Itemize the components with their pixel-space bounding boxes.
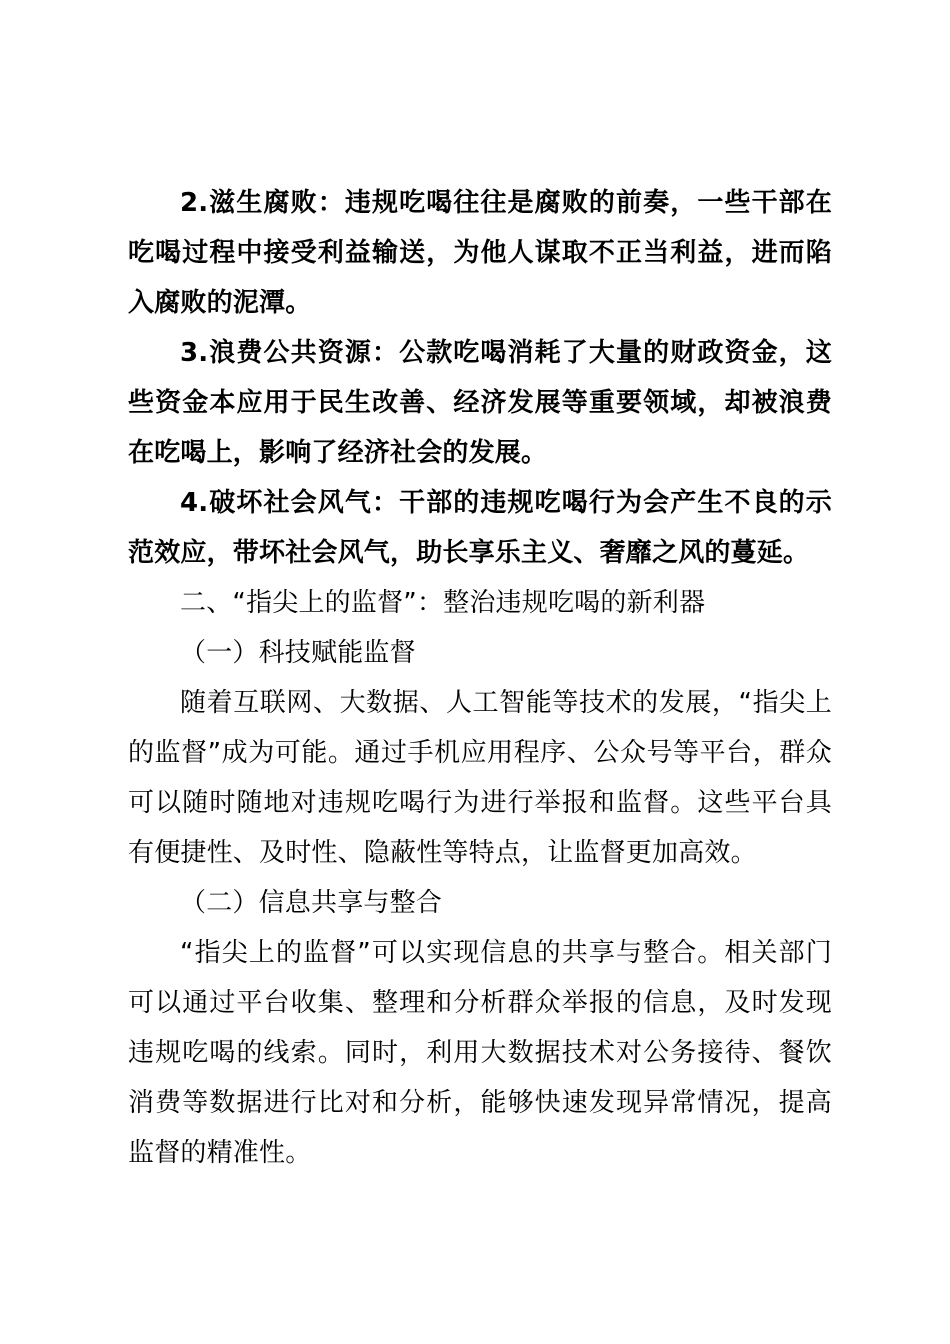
subheading-info-sharing: （二）信息共享与整合 (180, 888, 443, 918)
section-heading-fingertip-supervision: 二、“指尖上的监督”：整治违规吃喝的新利器 (180, 588, 706, 618)
paragraph-waste-resources: 3.浪费公共资源：公款吃喝消耗了大量的财政资金，这些资金本应用于民生改善、经济发展等重要领域，却被浪费在吃喝上，影响了经济社会的发展。 (128, 338, 832, 468)
paragraph-info-sharing: “指尖上的监督”可以实现信息的共享与整合。相关部门可以通过平台收集、整理和分析群众举报的信息，及时发现违规吃喝的线索。同时，利用大数据技术对公务接待、餐饮消费等数据进行比对和分析，能够快速发现异常情况，提高监督的精准性。 (128, 938, 832, 1168)
paragraph-tech-empowerment: 随着互联网、大数据、人工智能等技术的发展，“指尖上的监督”成为可能。通过手机应用程序、公众号等平台，群众可以随时随地对违规吃喝行为进行举报和监督。这些平台具有便捷性、及时性、隐蔽性等特点，让监督更加高效。 (128, 688, 832, 868)
paragraph-corruption: 2.滋生腐败：违规吃喝往往是腐败的前奏，一些干部在吃喝过程中接受利益输送，为他人谋取不正当利益，进而陷入腐败的泥潭。 (128, 188, 832, 318)
document-body (128, 178, 832, 1178)
paragraph-social-atmosphere: 4.破坏社会风气：干部的违规吃喝行为会产生不良的示范效应，带坏社会风气，助长享乐主义、奢靡之风的蔓延。 (128, 488, 832, 568)
subheading-tech-empowerment: （一）科技赋能监督 (180, 638, 416, 668)
